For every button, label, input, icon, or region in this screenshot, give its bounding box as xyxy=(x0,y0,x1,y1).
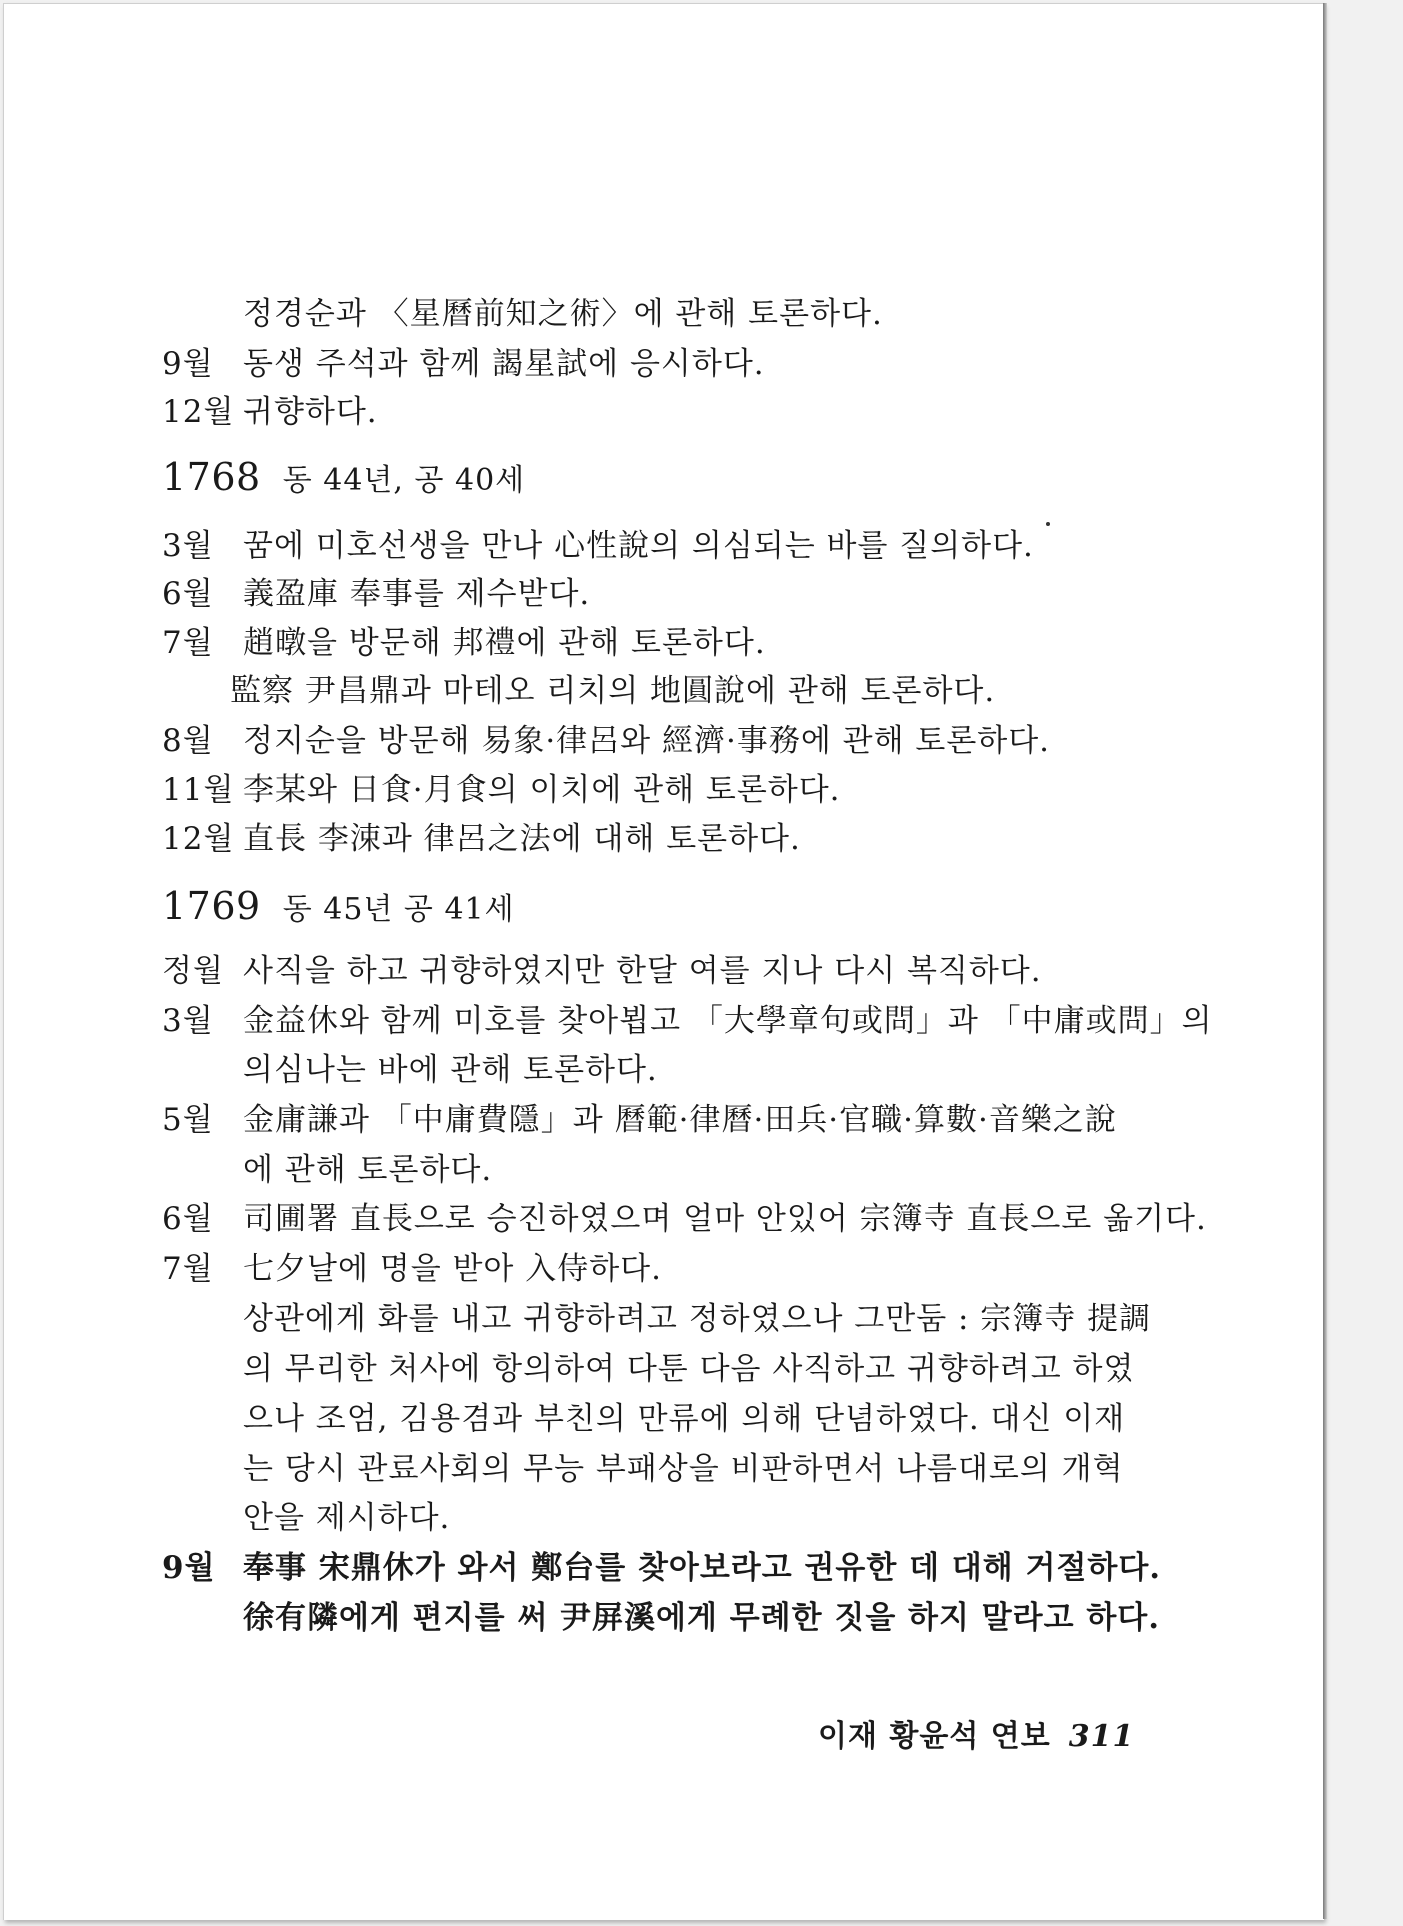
entry-text: 사직을 하고 귀향하였지만 한달 여를 지나 다시 복직하다. xyxy=(243,953,1042,989)
entry-text: 直長 李涑과 律呂之法에 대해 토론하다. xyxy=(243,821,801,857)
entry-text: 정지순을 방문해 易象·律呂와 經濟·事務에 관해 토론하다. xyxy=(243,723,1051,759)
entry-continuation: 의심나는 바에 관해 토론하다. xyxy=(243,1052,658,1088)
entry-continuation: 의 무리한 처사에 항의하여 다툰 다음 사직하고 귀향하려고 하였 xyxy=(243,1351,1135,1387)
entry-text: 義盈庫 奉事를 제수받다. xyxy=(243,576,591,612)
entry-text: 司圃署 直長으로 승진하였으며 얼마 안있어 宗簿寺 直長으로 옮기다. xyxy=(243,1201,1207,1237)
year-age: 동 45년 공 41세 xyxy=(282,892,515,927)
month-label: 6월 xyxy=(162,1201,214,1237)
month-label: 7월 xyxy=(162,1251,214,1287)
entry-text: 奉事 宋鼎休가 와서 鄭台를 찾아보라고 권유한 데 대해 거절하다. xyxy=(243,1550,1162,1586)
entry-continuation: 監察 尹昌鼎과 마테오 리치의 地圓說에 관해 토론하다. xyxy=(230,673,996,709)
entry-text: 꿈에 미호선생을 만나 心性說의 의심되는 바를 질의하다. xyxy=(243,528,1034,564)
month-label: 7월 xyxy=(162,625,214,661)
entry-text: 李某와 日食·月食의 이치에 관해 토론하다. xyxy=(243,772,841,808)
year-age: 동 44년, 공 40세 xyxy=(282,463,526,498)
entry-continuation: 으나 조엄, 김용겸과 부친의 만류에 의해 단념하였다. 대신 이재 xyxy=(243,1401,1126,1437)
ink-speck xyxy=(1046,522,1050,526)
entry-text: 귀향하다. xyxy=(243,394,378,430)
month-label: 정월 xyxy=(162,953,224,989)
page-edge xyxy=(1323,3,1327,1919)
page-number: 311 xyxy=(1068,1719,1135,1754)
month-label: 9월 xyxy=(162,346,214,382)
running-footer xyxy=(818,1711,1134,1755)
entry-text: 동생 주석과 함께 謁星試에 응시하다. xyxy=(243,346,765,382)
footer-title: 이재 황윤석 연보 xyxy=(818,1719,1051,1754)
entry-continuation: 는 당시 관료사회의 무능 부패상을 비판하면서 나름대로의 개혁 xyxy=(243,1451,1124,1487)
month-label: 8월 xyxy=(162,723,214,759)
year-heading-1768 xyxy=(162,455,525,499)
year-heading-1769 xyxy=(162,884,515,928)
month-label: 12월 xyxy=(162,394,235,430)
month-label: 5월 xyxy=(162,1102,214,1138)
entry-continuation: 안을 제시하다. xyxy=(243,1500,451,1536)
entry-text: 金庸謙과 「中庸費隱」과 曆範·律曆·田兵·官職·算數·音樂之說 xyxy=(243,1102,1117,1138)
entry-text: 七夕날에 명을 받아 入侍하다. xyxy=(243,1251,662,1287)
month-label: 11월 xyxy=(162,772,235,808)
entry-continuation: 에 관해 토론하다. xyxy=(243,1152,493,1188)
month-label: 12월 xyxy=(162,821,235,857)
entry-continuation: 정경순과 〈星曆前知之術〉에 관해 토론하다. xyxy=(243,296,883,332)
year-number: 1768 xyxy=(162,455,261,499)
month-label: 9월 xyxy=(162,1550,216,1586)
month-label: 3월 xyxy=(162,528,214,564)
month-label: 6월 xyxy=(162,576,214,612)
entry-text: 趙暾을 방문해 邦禮에 관해 토론하다. xyxy=(243,625,766,661)
entry-text: 金益休와 함께 미호를 찾아뵙고 「大學章句或問」과 「中庸或問」의 xyxy=(243,1003,1213,1039)
entry-continuation: 徐有隣에게 편지를 써 尹屏溪에게 무례한 짓을 하지 말라고 하다. xyxy=(243,1600,1161,1636)
entry-continuation: 상관에게 화를 내고 귀향하려고 정하였으나 그만둠 : 宗簿寺 提調 xyxy=(243,1301,1152,1337)
year-number: 1769 xyxy=(162,884,261,928)
month-label: 3월 xyxy=(162,1003,214,1039)
